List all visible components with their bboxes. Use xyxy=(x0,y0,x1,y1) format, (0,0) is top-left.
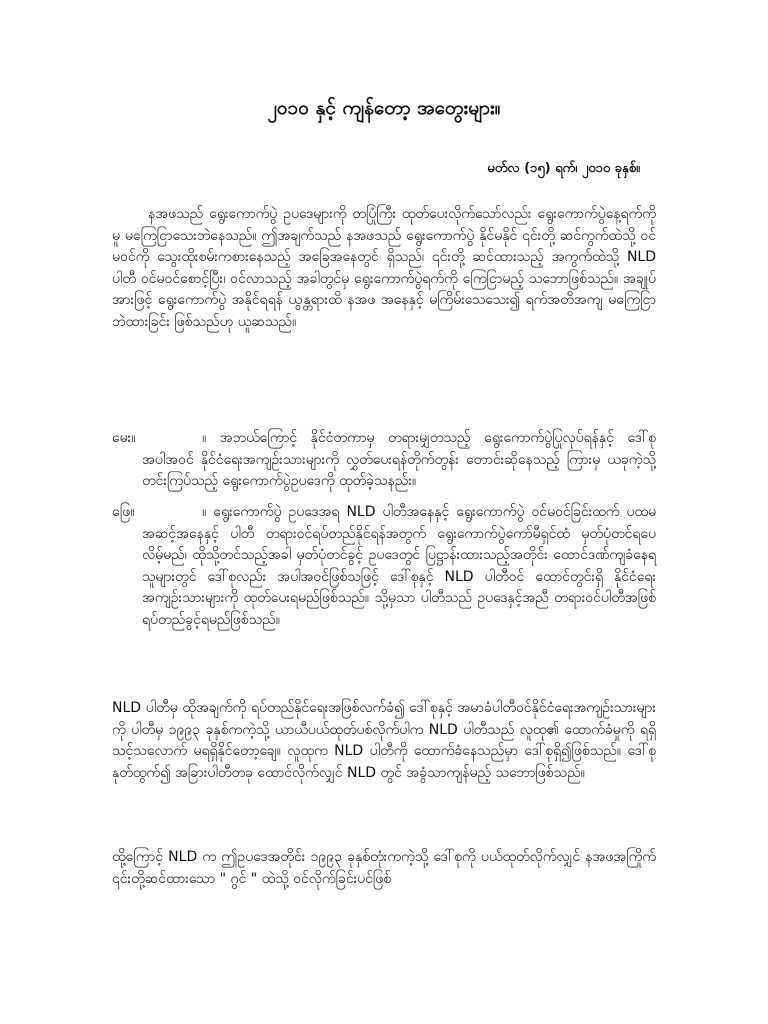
paragraph-conclusion: ထို့ကြောင့် NLD က ဤဥပဒေအတိုင်း ၁၉၉၃ ခုနှစ်တုံးကကဲ့သို့ ဒေါ်စုကို ပယ်ထုတ်လိုက်လျှင် နအဖအကြိုက် ၎င်းတို့ဆင်ထားသော " ဂွင် " ထဲသို့ ဝင်လိုက်ခြင်းပင်ဖြစ် xyxy=(112,849,656,887)
document-date: မတ်လ (၁၅) ရက်၊ ၂၀၁၀ ခုနှစ်။ xyxy=(487,161,640,176)
answer-label: ဖြေ။ xyxy=(112,504,135,520)
paragraph-nld: NLD ပါတီမှ ထိုအချက်ကို ရပ်တည်နိုင်ရေးအဖြစ်လက်ခံ၍ ဒေါ်စုနှင့် အမာခံပါတီဝင်နိုင်ငံရေးအကျဉ်းသားများကို ပါတီမှ ၁၉၉၃ ခုနှစ်ကကဲ့သို့ ယာယီပယ်ထုတ်ပစ်လိုက်ပါက NLD ပါတီသည် လူထု၏ ထောက်ခံမှုကို ရရှိသင့်သလောက် မရရှိနိုင်တော့ချေ။ လူထုက NLD ပါတီကို ထောက်ခံနေသည်မှာ ဒေါ်စုရှိ၍ဖြစ်သည်။ ဒေါ်စုနုတ်ထွက်၍ အခြားပါတီတခု ထောင်လိုက်လျှင် NLD တွင် အခွံသာကျန်မည့် သဘောဖြစ်သည်။ xyxy=(112,700,656,781)
question-block xyxy=(112,428,656,493)
document-title: ၂၀၁၀ နှင့် ကျန်တော့ အတွေးများ။ xyxy=(267,97,501,119)
paragraph-intro: နအဖသည် ရွေးကောက်ပွဲ ဥပဒေများကို တပြုံကြီး ထုတ်ပေးလိုက်သော်လည်း ရွေးကောက်ပွဲနေ့ရက်ကိုမူ မကြေငြာသေးဘဲနေသည်။ ဤအချက်သည် နအဖသည် ရွေးကောက်ပွဲ နိုင်မနိုင် ၎င်းတို့ ဆင်ကွက်ထဲသို့ ဝင်မဝင်ကို သွေးထိုးစမ်းကစားနေသည့် အခြေအနေတွင် ရှိသည်၊ ၎င်းတို့ ဆင်ထားသည့် အကွက်ထဲသို့ NLD ပါတီ ဝင်မဝင်စောင့်ပြီး၊ ဝင်လာသည့် အခါတွင်မှ ရွေးကောက်ပွဲရက်ကို ကြေငြာမည့် သဘောဖြစ်သည်။ အချုပ်အားဖြင့် ရွေးကောက်ပွဲ အနိုင်ရရန် ယွန္တရားထိ နအဖ အနေနှင့် မကြိမ်းသေသေး၍ ရက်အတိအကျ မကြေငြာဘဲထားခြင်း ဖြစ်သည်ဟု ယူဆသည်။ xyxy=(112,206,656,330)
question-label: မေး။ xyxy=(112,430,136,446)
question-text: ။ အဘယ်ကြောင့် နိုင်ငံတကာမှ တရားမျှတသည့် ရွေးကောက်ပွဲပြုလုပ်ရန်နှင့် ဒေါ်စုအပါအဝင် နိုင်ငံရေးအကျဉ်းသားများကို လွှတ်ပေးရန်တိုက်တွန်း တောင်းဆိုနေသည့် ကြားမှ ယခုကဲ့သို့ တင်းကြပ်သည့် ရွေးကောက်ပွဲဥပဒေကို ထုတ်ခဲ့သနည်း။ xyxy=(142,430,656,489)
answer-block xyxy=(112,502,656,631)
answer-text: ။ ရွေးကောက်ပွဲ ဥပဒေအရ NLD ပါတီအနေနှင့် ရွေးကောက်ပွဲ ဝင်မဝင်ခြင်းထက် ပထမအဆင့်အနေနှင့် ပါတီ တရားဝင်ရပ်တည်နိုင်ရန်အတွက် ရွေးကောက်ပွဲကော်မီရှင်ထံ မှတ်ပုံတင်ရပေလိမ့်မည်၊ ထိုသို့တင်သည့်အခါ မှတ်ပုံတင်ခွင့် ဥပဒေတွင် ပြဋ္ဌာန်းထားသည့်အတိုင်း ထောင်ဒဏ်ကျခံနေရသူများတွင် ဒေါ်စုလည်း အပါအဝင်ဖြစ်သဖြင့် ဒေါ်စုနှင့် NLD ပါတီဝင် ထောင်တွင်းရှိ နိုင်ငံရေးအကျဉ်းသားများကို ထုတ်ပေးရမည်ဖြစ်သည်။ သို့မှသာ ပါတီသည် ဥပဒေနှင့်အညီ တရားဝင်ပါတီအဖြစ်ရပ်တည်ခွင့်ရမည်ဖြစ်သည်။ xyxy=(142,504,656,628)
